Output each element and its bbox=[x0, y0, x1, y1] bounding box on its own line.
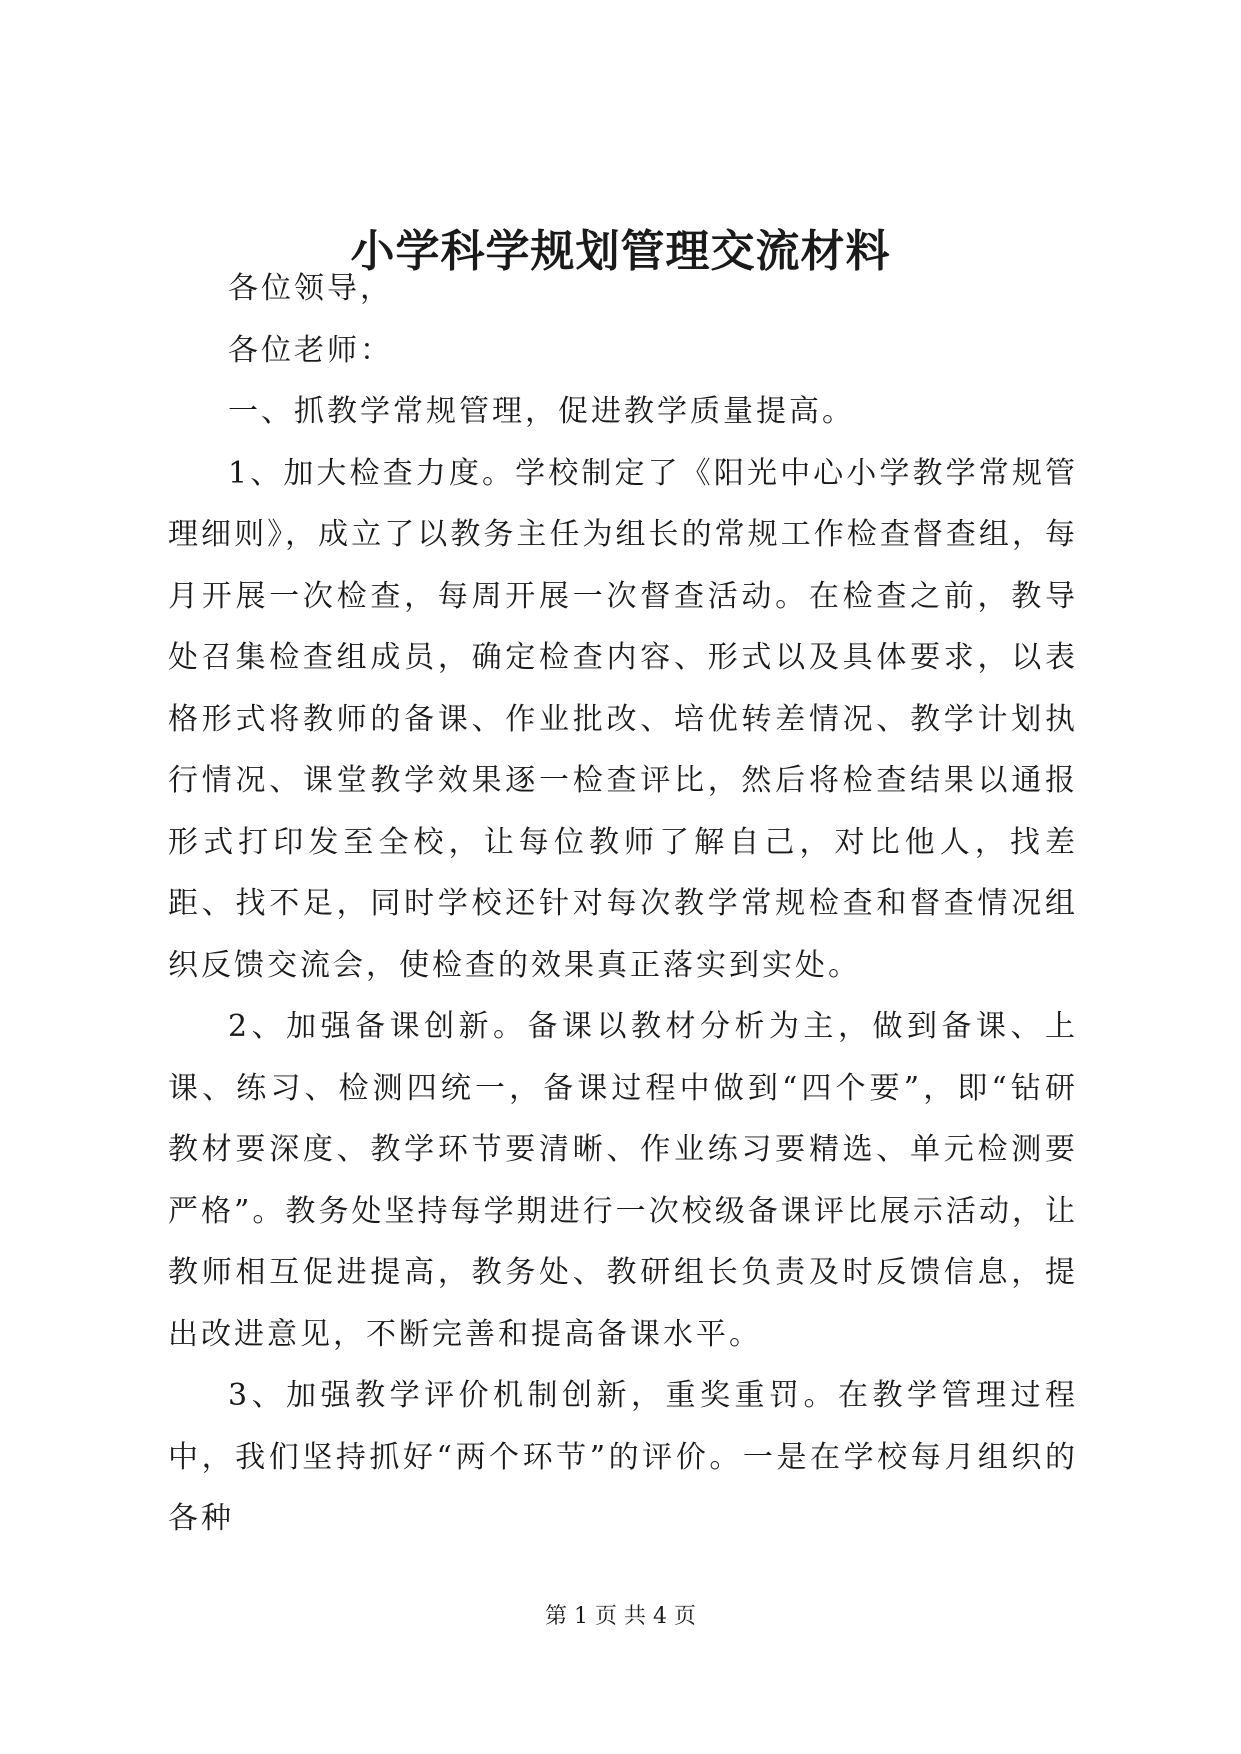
page-footer bbox=[0, 1602, 1241, 1632]
paragraph: 1、加大检查力度。学校制定了《阳光中心小学教学常规管理细则》，成立了以教务主任为组长的常规工作检查督查组，每月开展一次检查，每周开展一次督查活动。在检查之前，教导处召集检查组成员，确定检查内容、形式以及具体要求，以表格形式将教师的备课、作业批改、培优转差情况、教学计划执行情况、课堂教学效果逐一检查评比，然后将检查结果以通报形式打印发至全校，让每位教师了解自己，对比他人，找差距、找不足，同时学校还针对每次教学常规检查和督查情况组织反馈交流会，使检查的效果真正落实到实处。 bbox=[168, 455, 1078, 983]
page-number-label: 第 1 页 共 4 页 bbox=[545, 1604, 696, 1629]
document-body bbox=[168, 258, 1078, 1550]
paragraph: 各位领导， bbox=[228, 271, 393, 306]
paragraph: 3、加强教学评价机制创新，重奖重罚。在教学管理过程中，我们坚持抓好“两个环节”的评价。一是在学校每月组织的各种 bbox=[168, 1378, 1078, 1536]
document-title: 小学科学规划管理交流材料 bbox=[350, 226, 891, 277]
paragraph: 一、抓教学常规管理，促进教学质量提高。 bbox=[228, 394, 855, 429]
paragraph: 各位老师： bbox=[228, 332, 393, 368]
paragraph: 2、加强备课创新。备课以教材分析为主，做到备课、上课、练习、检测四统一，备课过程中做到“四个要”，即“钻研教材要深度、教学环节要清晰、作业练习要精选、单元检测要严格”。教务处坚持每学期进行一次校级备课评比展示活动，让教师相互促进提高，教务处、教研组长负责及时反馈信息，提出改进意见，不断完善和提高备课水平。 bbox=[168, 1009, 1078, 1352]
